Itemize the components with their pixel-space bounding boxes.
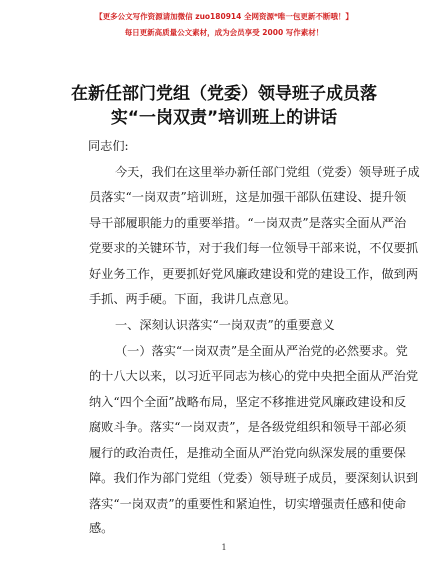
body-line: 腐败斗争。落实“一岗双责”，是各级党组织和领导干部必须 <box>89 420 407 434</box>
section-heading: 一、深刻认识落实“一岗双责”的重要意义 <box>115 318 335 332</box>
body-line: 手抓、两手硬。下面，我讲几点意见。 <box>89 292 297 306</box>
body-line: 障。我们作为部门党组（党委）领导班子成员，要深刻认识到 <box>89 471 419 485</box>
banner-line-2: 每日更新高质量公文素材，成为会员享受 2000 写作素材！ <box>124 28 324 37</box>
page-number: 1 <box>221 543 227 552</box>
body-line: 员落实“一岗双责”培训班，这是加强干部队伍建设、提升领 <box>89 190 407 204</box>
body-line: （一）落实“一岗双责”是全面从严治党的必然要求。党 <box>115 344 408 358</box>
body-line: 落实“一岗双责”的重要性和紧迫性，切实增强责任感和使命 <box>89 497 407 511</box>
body-line: 履行的政治责任，是推动全面从严治党向纵深发展的重要保 <box>89 446 406 460</box>
body-line: 今天，我们在这里举办新任部门党组（党委）领导班子成 <box>115 165 420 179</box>
body-line: 导干部履职能力的重要举措。“一岗双责”是落实全面从严治 <box>89 216 407 230</box>
body-line: 好业务工作，更要抓好党风廉政建设和党的建设工作，做到两 <box>89 267 419 281</box>
body-line: 纳入“四个全面”战略布局，坚定不移推进党风廉政建设和反 <box>89 395 407 409</box>
body-line: 党要求的关键环节，对于我们每一位领导干部来说，不仅要抓 <box>89 241 419 255</box>
body-line: 的十八大以来，以习近平同志为核心的党中央把全面从严治党 <box>89 369 419 383</box>
banner-line-1: 【更多公文写作资源请加微信 zuo180914 全网资源*唯一包更新不断哦！】 <box>95 12 353 21</box>
body-line: 感。 <box>89 521 114 535</box>
document-title-line-1: 在新任部门党组（党委）领导班子成员落 <box>71 84 377 104</box>
document-title-line-2: 实“一岗双责”培训班上的讲话 <box>110 108 338 128</box>
salutation: 同志们: <box>88 139 129 153</box>
